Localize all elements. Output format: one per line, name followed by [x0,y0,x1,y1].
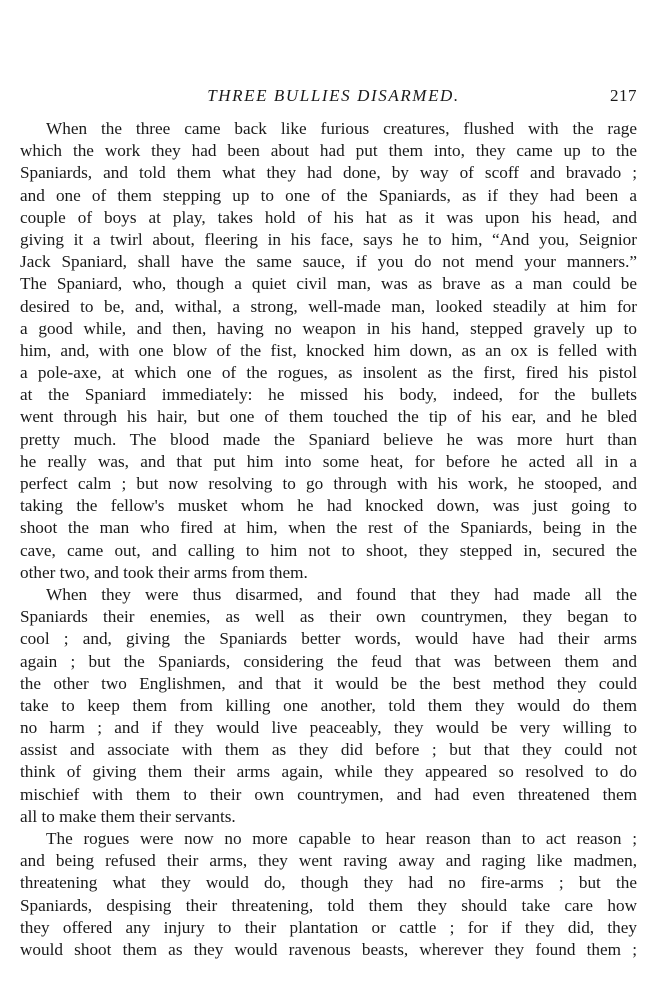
text-line: again ; but the Spaniards, considering the feud that was between them and [20,651,637,671]
text-line: a pole-axe, at which one of the rogues, as insolent as the first, fired his pistol [20,363,637,383]
paragraph-1 [20,118,637,584]
text-line: When the three came back like furious creatures, flushed with the rage [46,119,637,138]
text-line: him, and, with one blow of the fist, knocked him down, as an ox is felled with [20,340,637,360]
text-line: mischief with them to their own countrymen, and had even threatened them [20,784,637,804]
text-line: no harm ; and if they would live peaceably, they would be very willing to [20,718,637,738]
text-line: and one of them stepping up to one of the Spaniards, as if they had been a [20,185,637,205]
text-line: Spaniards, despising their threatening, told them they should take care how [20,895,637,915]
text-line: other two, and took their arms from them. [20,562,308,582]
text-line: the other two Englishmen, and that it would be the best method they could [20,673,637,693]
text-line: Spaniards their enemies, as well as their own countrymen, they began to [20,607,637,627]
text-line: perfect calm ; but now resolving to go through with his work, he stooped, and [20,474,637,493]
text-line: at the Spaniard immediately: he missed his body, indeed, for the bullets [20,385,637,405]
page-number: 217 [610,86,637,105]
text-line: cave, came out, and calling to him not to shoot, they stepped in, secured the [20,540,637,560]
text-line: giving it a twirl about, fleering in his face, says he to him, “And you, Seignior [20,229,637,249]
text-line: he really was, and that put him into some heat, for before he acted all in a [20,451,637,471]
text-line: The rogues were now no more capable to hear reason than to act reason ; [46,829,637,848]
text-line: they offered any injury to their plantation or cattle ; for if they did, they [20,917,637,937]
text-line: would shoot them as they would ravenous beasts, wherever they found them ; [20,939,637,959]
text-line: and being refused their arms, they went raving away and raging like madmen, [20,851,637,871]
text-line: assist and associate with them as they did before ; but that they could not [20,740,637,760]
text-line: think of giving them their arms again, while they appeared so resolved to do [20,762,637,782]
running-head [0,86,667,110]
paragraph-2 [20,584,637,828]
text-line: threatening what they would do, though they had no fire-arms ; but the [20,873,637,893]
text-line: which the work they had been about had put them into, they came up to the [20,141,637,161]
running-title: THREE BULLIES DISARMED. [207,86,460,105]
text-line: Jack Spaniard, shall have the same sauce, if you do not mend your manners.” [20,252,637,272]
text-line: went through his hair, but one of them touched the tip of his ear, and he bled [20,407,637,427]
text-line: shoot the man who fired at him, when the rest of the Spaniards, being in the [20,518,637,538]
text-line: The Spaniard, who, though a quiet civil man, was as brave as a man could be [20,274,637,294]
paragraph-3 [20,828,637,961]
text-line: all to make them their servants. [20,806,236,826]
text-line: desired to be, and, withal, a strong, well-made man, looked steadily at him for [20,296,637,316]
text-line: When they were thus disarmed, and found that they had made all the [46,584,637,604]
text-line: couple of boys at play, takes hold of his hat as it was upon his head, and [20,207,637,227]
body-text [20,118,637,961]
text-line: cool ; and, giving the Spaniards better words, would have had their arms [20,629,637,649]
text-line: Spaniards, and told them what they had done, by way of scoff and bravado ; [20,163,637,183]
text-line: pretty much. The blood made the Spaniard believe he was more hurt than [20,429,637,449]
text-line: a good while, and then, having no weapon in his hand, stepped gravely up to [20,318,637,338]
text-line: take to keep them from killing one another, told them they would do them [20,695,637,715]
text-line: taking the fellow's musket whom he had knocked down, was just going to [20,496,637,516]
